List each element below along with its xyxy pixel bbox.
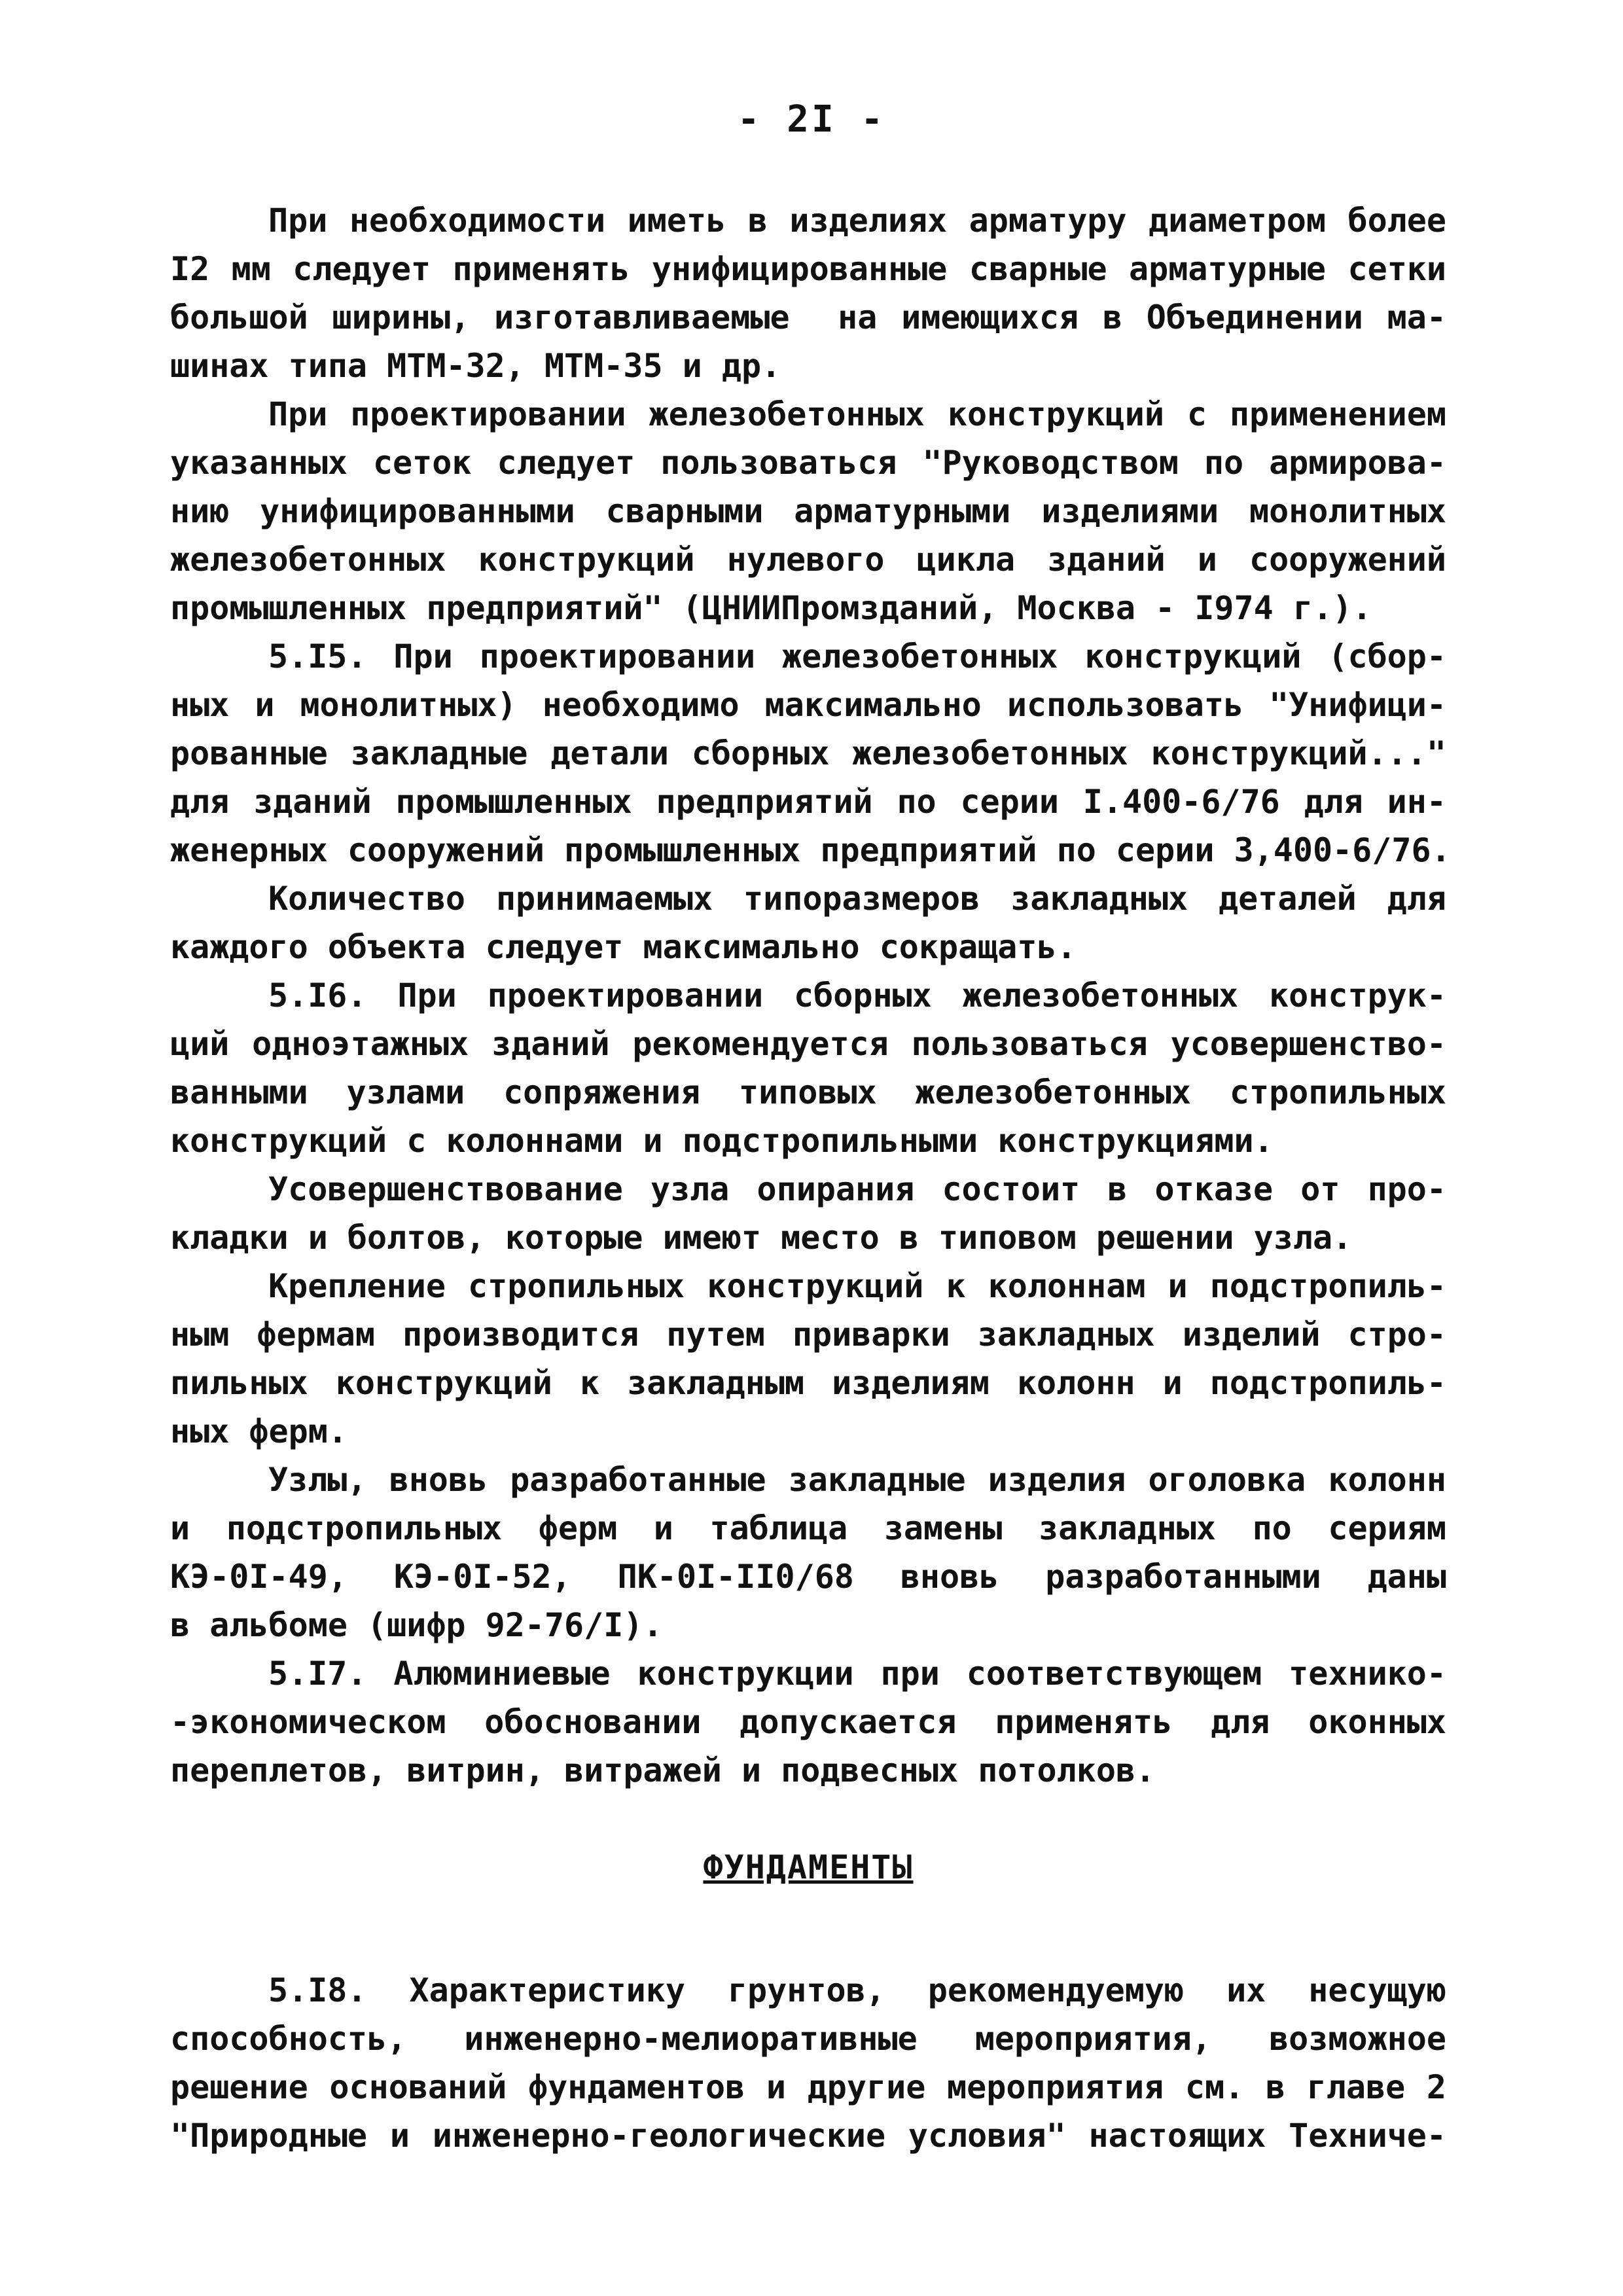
text-line: При необходимости иметь в изделиях арматуру диаметром более — [268, 202, 1446, 240]
section-heading: ФУНДАМЕНТЫ — [703, 1848, 914, 1886]
text-line: решение оснований фундаментов и другие мероприятия см. в главе 2 — [170, 2068, 1446, 2106]
text-line: женерных сооружений промышленных предприятий по серии 3,400-6/76. — [170, 831, 1451, 869]
text-line: указанных сеток следует пользоваться "Руководством по армирова- — [170, 444, 1446, 482]
text-line: железобетонных конструкций нулевого цикла зданий и сооружений — [170, 541, 1446, 579]
text-line: При проектировании железобетонных конструкций с применением — [268, 395, 1446, 433]
text-line: в альбоме (шифр 92-76/I). — [170, 1606, 663, 1644]
text-line: Усовершенствование узла опирания состоит в отказе от про- — [268, 1170, 1446, 1208]
text-line: ных ферм. — [170, 1412, 348, 1450]
text-line: рованные закладные детали сборных железобетонных конструкций..." — [170, 734, 1446, 772]
text-line: большой ширины, изготавливаемые на имеющихся в Объединении ма- — [170, 298, 1446, 336]
text-line: 5.I6. При проектировании сборных железобетонных конструк- — [268, 977, 1446, 1014]
text-line: промышленных предприятий" (ЦНИИПромзданий, Москва - I974 г.). — [170, 589, 1372, 627]
text-line: способность, инженерно-мелиоративные мероприятия, возможное — [170, 2020, 1446, 2058]
text-line: 5.I8. Характеристику грунтов, рекомендуемую их несущую — [268, 1971, 1446, 2009]
text-line: I2 мм следует применять унифицированные сварные арматурные сетки — [170, 250, 1446, 288]
text-line: КЭ-0I-49, КЭ-0I-52, ПК-0I-II0/68 вновь разработанными даны — [170, 1558, 1446, 1596]
body-text — [170, 196, 1451, 2160]
text-line: нию унифицированными сварными арматурными изделиями монолитных — [170, 492, 1446, 530]
text-line: ванными узлами сопряжения типовых железобетонных стропильных — [170, 1073, 1446, 1111]
text-line: 5.I7. Алюминиевые конструкции при соответствующем технико- — [268, 1655, 1446, 1693]
spacer — [170, 1892, 1446, 1940]
text-line: переплетов, витрин, витражей и подвесных потолков. — [170, 1751, 1156, 1789]
text-line: "Природные и инженерно-геологические условия" настоящих Техниче- — [170, 2117, 1446, 2155]
spacer — [170, 1940, 1446, 1966]
text-line: кладки и болтов, которые имеют место в типовом решении узла. — [170, 1219, 1353, 1257]
text-line: -экономическом обосновании допускается применять для оконных — [170, 1703, 1446, 1741]
text-line: каждого объекта следует максимально сокращать. — [170, 928, 1077, 966]
text-line: пильных конструкций к закладным изделиям колонн и подстропиль- — [170, 1364, 1446, 1402]
text-line: Количество принимаемых типоразмеров закладных деталей для — [268, 880, 1446, 918]
text-line: для зданий промышленных предприятий по серии I.400-6/76 для ин- — [170, 783, 1446, 821]
text-line: ций одноэтажных зданий рекомендуется пользоваться усовершенство- — [170, 1025, 1446, 1063]
text-line: ным фермам производится путем приварки закладных изделий стро- — [170, 1316, 1446, 1354]
page-number: - 2I - — [737, 98, 886, 141]
text-line: Узлы, вновь разработанные закладные изделия оголовка колонн — [268, 1461, 1446, 1499]
text-line: Крепление стропильных конструкций к колоннам и подстропиль- — [268, 1267, 1446, 1305]
text-line: и подстропильных ферм и таблица замены закладных по сериям — [170, 1509, 1446, 1547]
text-line: конструкций с колоннами и подстропильными конструкциями. — [170, 1122, 1274, 1160]
text-line: ных и монолитных) необходимо максимально использовать "Унифици- — [170, 686, 1446, 724]
text-line: шинах типа МТМ-32, МТМ-35 и др. — [170, 347, 781, 385]
text-line: 5.I5. При проектировании железобетонных конструкций (сбор- — [268, 637, 1446, 675]
spacer — [170, 1795, 1446, 1843]
